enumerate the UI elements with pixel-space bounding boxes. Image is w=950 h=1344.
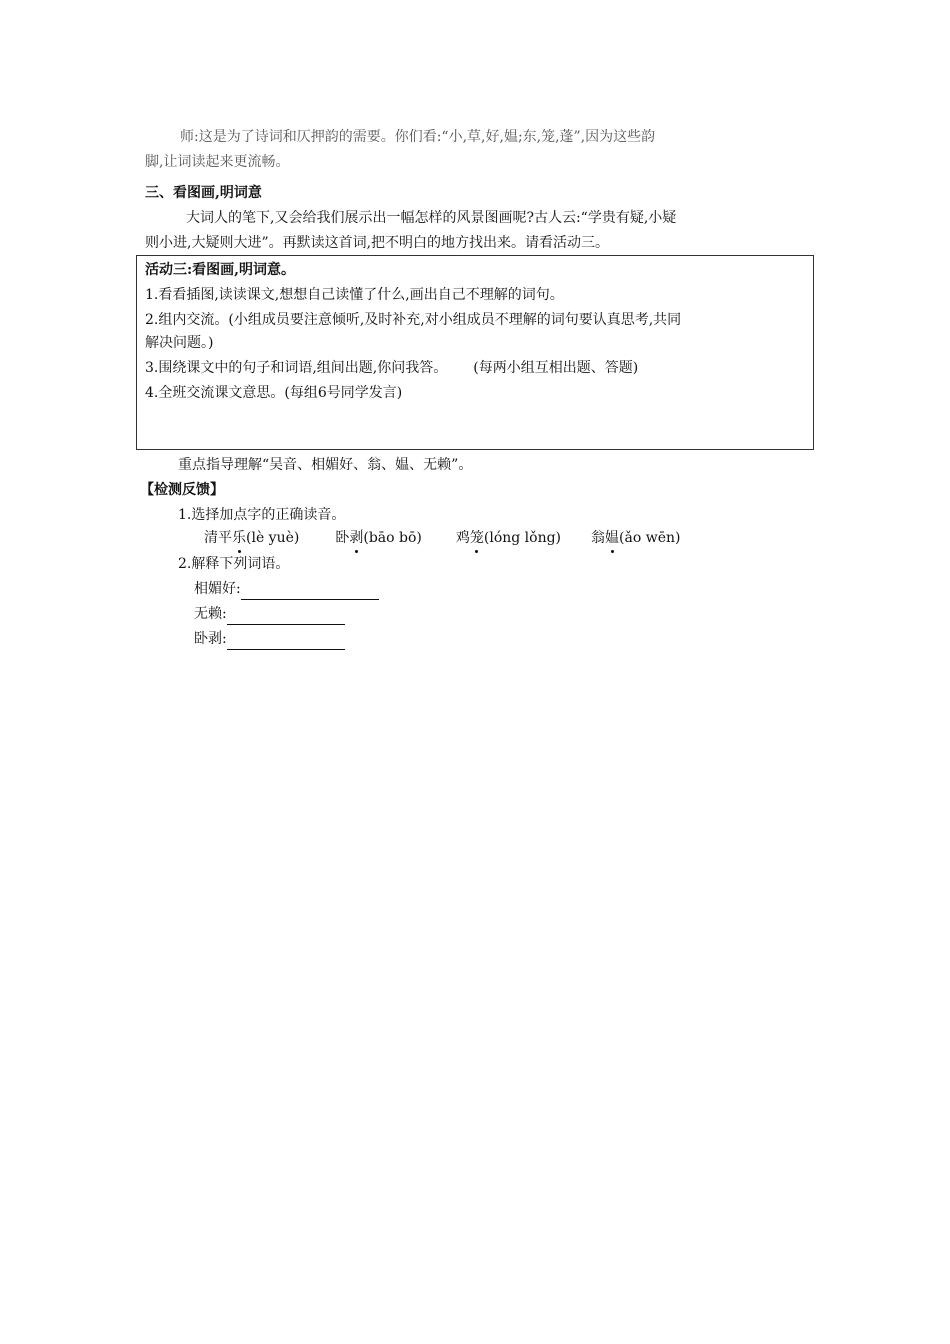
term-row [194,578,379,600]
paragraph-line: 脚,让词读起来更流畅。 [145,154,290,170]
term-row [194,603,345,625]
choice-d: 翁媪(ǎo wēn) [591,530,680,546]
choice-a: 清平乐(lè yuè) [204,530,299,546]
section-heading: 三、看图画,明词意 [145,185,262,201]
paragraph-line: 则小进,大疑则大进”。再默读这首词,把不明白的地方找出来。请看活动三。 [145,235,610,251]
term-label: 卧剥: [194,631,227,647]
term-label: 相媚好: [194,581,241,597]
question-1: 1.选择加点字的正确读音。 [178,507,346,523]
choice-c: 鸡笼(lóng lǒng) [456,530,561,546]
paragraph-line: 大词人的笔下,又会给我们展示出一幅怎样的风景图画呢?古人云:“学贵有疑,小疑 [186,210,677,226]
activity-item-note: (每两小组互相出题、答题) [473,360,639,376]
activity-item-text: 3.围绕课文中的句子和词语,组间出题,你问我答。 [145,360,448,376]
paragraph-line: 师:这是为了诗词和仄押韵的需要。你们看:“小,草,好,媪;东,笼,蓬”,因为这些韵 [180,129,656,145]
term-label: 无赖: [194,606,227,622]
question-2: 2.解释下列词语。 [178,556,290,572]
feedback-heading: 【检测反馈】 [140,482,224,498]
activity-box [136,255,814,450]
choice-b: 卧剥(bāo bō) [335,530,422,546]
activity-item: 4.全班交流课文意思。(每组6号同学发言) [145,385,403,401]
focus-note: 重点指导理解“吴音、相媚好、翁、媪、无赖”。 [178,457,473,473]
pinyin-choices [204,527,680,549]
activity-title: 活动三:看图画,明词意。 [145,262,296,278]
answer-blank[interactable] [227,608,345,625]
activity-item: 2.组内交流。(小组成员要注意倾听,及时补充,对小组成员不理解的词句要认真思考,共同 [145,312,682,328]
activity-item [145,357,638,379]
activity-item: 1.看看插图,读读课文,想想自己读懂了什么,画出自己不理解的词句。 [145,287,564,303]
activity-item: 解决问题。) [145,335,214,351]
answer-blank[interactable] [227,633,345,650]
term-row [194,628,345,650]
answer-blank[interactable] [241,583,379,600]
